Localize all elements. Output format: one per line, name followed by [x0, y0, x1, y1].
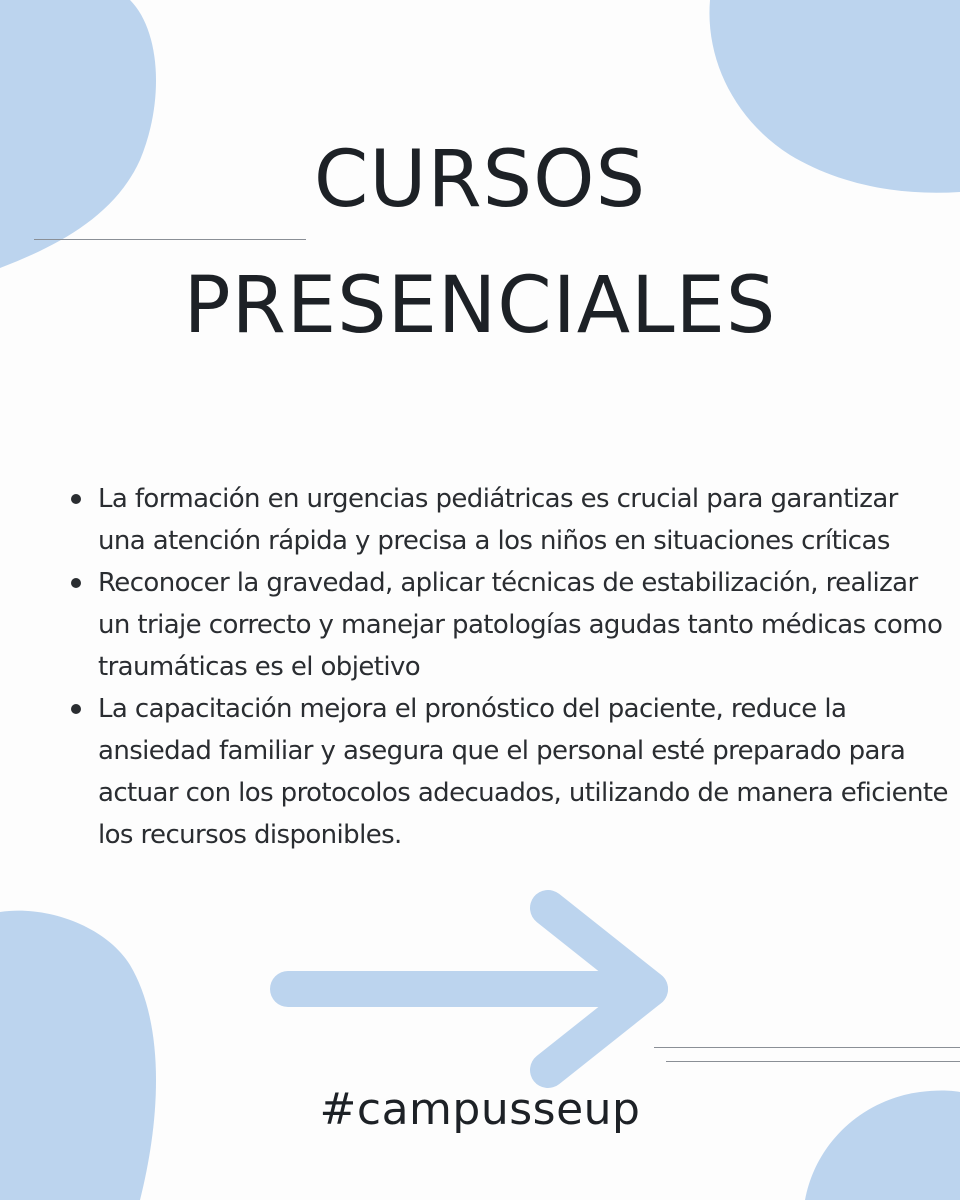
page-title-line-1: CURSOS [313, 135, 647, 225]
bullet-dot-icon [71, 578, 81, 588]
bullet-list [68, 478, 948, 856]
page-title-line-2: PRESENCIALES [183, 261, 777, 351]
bottom-divider-line-2 [666, 1061, 960, 1062]
list-item-text: La capacitación mejora el pronóstico del paciente, reduce la ansiedad familiar y asegura que el personal esté preparado para actuar con los protocolos adecuados, utilizando de manera eficiente los recursos disponibles. [98, 694, 948, 850]
list-item-text: Reconocer la gravedad, aplicar técnicas de estabilización, realizar un triaje correcto y manejar patologías agudas tanto médicas como traumáticas es el objetivo [98, 568, 943, 682]
bullet-dot-icon [71, 494, 81, 504]
bullet-dot-icon [71, 704, 81, 714]
list-item [68, 478, 948, 562]
top-divider-line [34, 239, 306, 240]
list-item-text: La formación en urgencias pediátricas es crucial para garantizar una atención rápida y precisa a los niños en situaciones críticas [98, 484, 898, 556]
top-left-blob [0, 0, 156, 268]
list-item [68, 562, 948, 688]
arrow-right-icon [288, 908, 650, 1070]
list-item [68, 688, 948, 856]
bottom-divider-line-1 [654, 1047, 960, 1048]
bottom-left-blob [0, 911, 156, 1200]
hashtag-text: #campusseup [319, 1084, 641, 1135]
